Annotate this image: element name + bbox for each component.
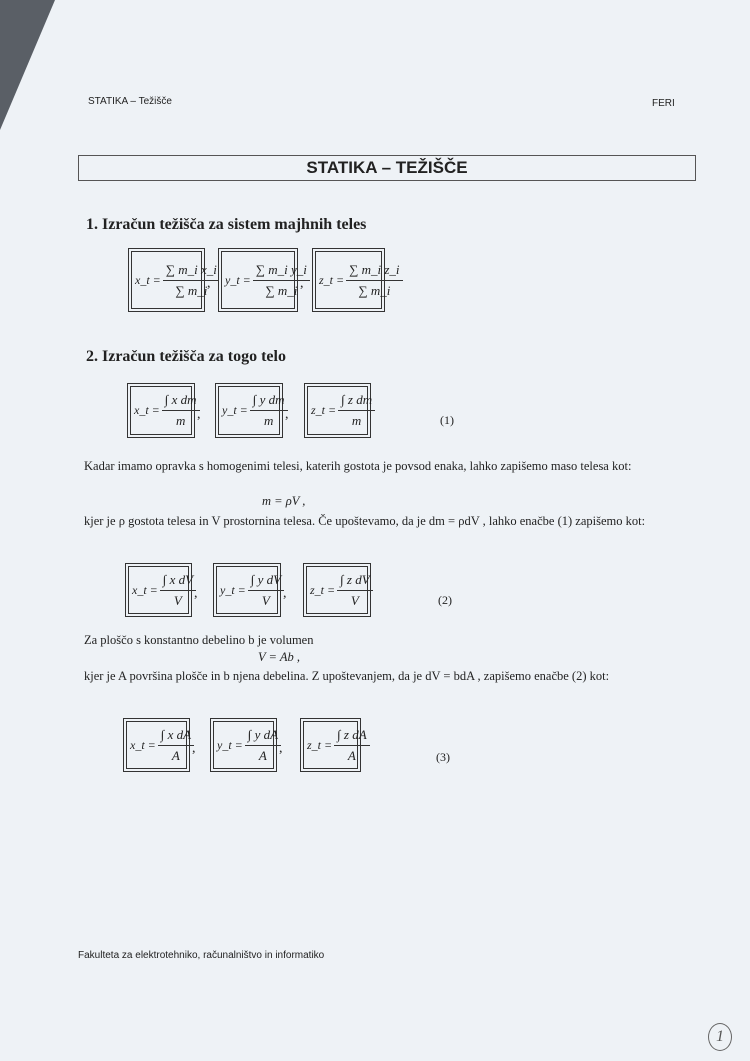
formula-separator: , xyxy=(283,586,287,601)
formula-lhs: x_t = xyxy=(132,582,158,597)
section1-heading: 1. Izračun težišča za sistem majhnih teles xyxy=(86,216,367,233)
formula-denominator: m xyxy=(175,413,186,428)
formula-lhs: y_t = xyxy=(217,737,243,752)
formula-lhs: y_t = xyxy=(222,403,248,417)
formula-numerator: ∫ x dV xyxy=(160,572,196,591)
formula-fraction xyxy=(160,572,196,609)
section2-heading: 2. Izračun težišča za togo telo xyxy=(86,348,286,365)
formula-separator: , xyxy=(285,406,289,422)
formula-box xyxy=(213,563,281,617)
formula-fraction xyxy=(337,572,373,609)
formula-lhs: z_t = xyxy=(310,582,336,597)
formula-numerator: ∫ y dm xyxy=(250,392,288,411)
formula-separator: , xyxy=(207,276,211,291)
formula-box xyxy=(215,383,283,438)
formula-lhs: y_t = xyxy=(220,582,246,597)
formula-lhs: x_t = xyxy=(135,272,161,287)
paragraph-homogeneous: Kadar imamo opravka s homogenimi telesi, katerih gostota je povsod enaka, lahko zapišemo maso telesa kot: xyxy=(84,459,632,473)
formula-denominator: A xyxy=(171,747,180,763)
formula-fraction xyxy=(346,262,402,299)
formula-box xyxy=(127,383,195,438)
page-title: STATIKA – TEŽIŠČE xyxy=(78,155,696,181)
formula-box xyxy=(123,718,190,772)
formula-numerator: ∑ m_i x_i xyxy=(163,262,220,281)
paragraph-plate: Za ploščo s konstantno debelino b je volumen xyxy=(84,633,314,647)
page-number-mark: 1 xyxy=(708,1023,732,1051)
paragraph-density: kjer je ρ gostota telesa in V prostornina telesa. Če upoštevamo, da je dm = ρdV , lahko enačbe (1) zapišemo kot: xyxy=(84,514,646,528)
formula-fraction xyxy=(158,727,194,764)
formula-separator: , xyxy=(192,741,196,756)
formula-numerator: ∫ z dA xyxy=(334,727,370,746)
formula-denominator: m xyxy=(351,413,362,428)
formula-box xyxy=(304,383,371,438)
formula-denominator: A xyxy=(347,747,356,763)
formula-box xyxy=(303,563,371,617)
formula-box xyxy=(300,718,367,772)
formula-fraction xyxy=(162,392,200,429)
formula-box xyxy=(128,248,217,312)
formula-separator: , xyxy=(194,586,198,601)
formula-box xyxy=(218,248,307,312)
mass-equation: m = ρV , xyxy=(262,494,306,508)
formula-lhs: z_t = xyxy=(307,737,333,752)
formula-numerator: ∑ m_i y_i xyxy=(253,262,310,281)
header-right: FERI xyxy=(652,98,675,109)
formula-numerator: ∫ x dm xyxy=(162,392,200,411)
formula-separator: , xyxy=(279,741,283,756)
formula-separator: , xyxy=(197,406,201,422)
formula-numerator: ∑ m_i z_i xyxy=(346,262,402,281)
formula-denominator: ∑ m_i xyxy=(175,282,208,298)
formula-numerator: ∫ z dm xyxy=(338,392,375,411)
formula-box xyxy=(312,248,400,312)
formula-numerator: ∫ z dV xyxy=(337,572,373,591)
formula-fraction xyxy=(248,572,284,609)
formula-lhs: y_t = xyxy=(225,272,251,287)
formula-fraction xyxy=(338,392,375,429)
formula-lhs: x_t = xyxy=(134,403,160,417)
formula-denominator: m xyxy=(263,413,274,428)
formula-fraction xyxy=(245,727,281,764)
formula-numerator: ∫ y dV xyxy=(248,572,284,591)
equation-number-1: (1) xyxy=(440,413,454,427)
formula-lhs: x_t = xyxy=(130,737,156,752)
equation-number-2: (2) xyxy=(438,593,452,607)
volume-equation: V = Ab , xyxy=(258,650,301,664)
formula-fraction xyxy=(163,262,220,299)
formula-fraction xyxy=(334,727,370,764)
formula-numerator: ∫ y dA xyxy=(245,727,281,746)
formula-separator: , xyxy=(300,276,304,291)
formula-denominator: ∑ m_i xyxy=(265,282,298,298)
scan-corner-shadow xyxy=(0,0,55,130)
formula-numerator: ∫ x dA xyxy=(158,727,194,746)
formula-denominator: V xyxy=(261,592,270,608)
formula-denominator: V xyxy=(350,592,359,608)
formula-box xyxy=(125,563,192,617)
formula-box xyxy=(210,718,277,772)
footer-faculty: Fakulteta za elektrotehniko, računalništvo in informatiko xyxy=(78,950,325,961)
equation-number-3: (3) xyxy=(436,750,450,764)
formula-lhs: z_t = xyxy=(311,403,337,417)
formula-denominator: V xyxy=(173,592,182,608)
formula-lhs: z_t = xyxy=(319,272,345,287)
paragraph-area: kjer je A površina plošče in b njena debelina. Z upoštevanjem, da je dV = bdA , zapišemo enačbe (2) kot: xyxy=(84,669,610,683)
formula-fraction xyxy=(250,392,288,429)
formula-denominator: A xyxy=(258,747,267,763)
header-left: STATIKA – Težišče xyxy=(88,96,172,107)
formula-denominator: ∑ m_i xyxy=(358,282,391,298)
